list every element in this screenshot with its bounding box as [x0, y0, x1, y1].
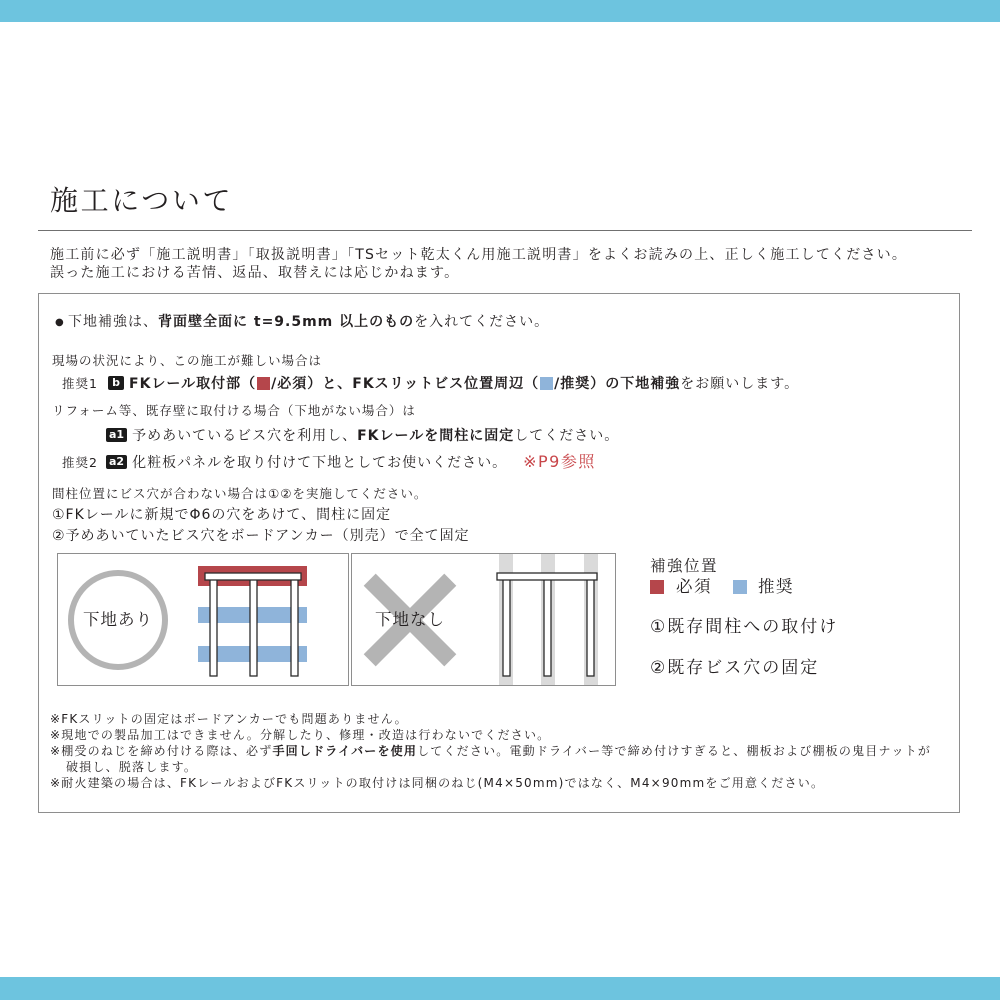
with-base-label: 下地あり [83, 610, 153, 629]
note-3 [50, 743, 931, 759]
without-base-diagram [351, 553, 616, 686]
option-a2-line [62, 453, 596, 472]
recommendation-1-line [62, 375, 799, 393]
fk-slit-center [544, 574, 551, 676]
note-3-post: してください。電動ドライバー等で締め付けすぎると、棚板および棚板の鬼目ナットが [417, 744, 932, 758]
badge-b: b [108, 376, 124, 390]
reform-case-intro: リフォーム等、既存壁に取付ける場合（下地がない場合）は [52, 403, 416, 418]
with-base-diagram [57, 553, 349, 686]
requirement-line [55, 313, 549, 332]
without-base-label: 下地なし [375, 610, 445, 629]
option-a1-post: してください。 [514, 428, 620, 444]
recommendation-1-bold-2: /必須）と、FKスリットビス位置周辺（ [271, 376, 540, 392]
requirement-emphasis: 背面壁全面に t=9.5mm 以上のもの [158, 314, 415, 330]
fk-rail [497, 573, 597, 580]
required-swatch [650, 580, 664, 594]
badge-a1: a1 [106, 428, 127, 442]
legend-recommended-label: 推奨 [758, 577, 794, 596]
stud-mismatch-step-1: ①FKレールに新規でΦ6の穴をあけて、間柱に固定 [52, 507, 392, 523]
stud-mismatch-step-2: ②予めあいていたビス穴をボードアンカー（別売）で全て固定 [52, 528, 470, 544]
page-title: 施工について [50, 184, 234, 217]
option-a1-emphasis: FKレールを間柱に固定 [357, 428, 515, 444]
recommendation-1-bold-3: /推奨）の下地補強 [554, 376, 681, 392]
badge-a2: a2 [106, 455, 127, 469]
option-a2-text: 化粧板パネルを取り付けて下地としてお使いください。 [132, 455, 508, 471]
required-swatch-inline [257, 377, 270, 390]
legend-item-2: ②既存ビス穴の固定 [650, 658, 820, 678]
fk-slit-right [587, 574, 594, 676]
recommendation-2-label: 推奨2 [62, 455, 98, 470]
option-a1-pre: 予めあいているビス穴を利用し、 [132, 428, 358, 444]
recommended-swatch [733, 580, 747, 594]
note-1: ※FKスリットの固定はボードアンカーでも問題ありません。 [50, 712, 408, 726]
note-2: ※現地での製品加工はできません。分解したり、修理・改造は行わないでください。 [50, 728, 551, 742]
requirement-post: を入れてください。 [414, 314, 550, 330]
recommendation-1-post: をお願いします。 [680, 376, 800, 392]
bullet-icon: ● [55, 317, 65, 328]
fk-slit-center [250, 574, 257, 676]
fk-slit-left [503, 574, 510, 676]
recommended-swatch-inline [540, 377, 553, 390]
option-a1-line [62, 427, 619, 445]
stud-mismatch-intro: 間柱位置にビス穴が合わない場合は①②を実施してください。 [52, 486, 428, 501]
legend-item-1: ①既存間柱への取付け [650, 617, 839, 637]
legend-row [650, 576, 794, 598]
recommendation-1-label: 推奨1 [62, 376, 98, 391]
fk-slit-right [291, 574, 298, 676]
fk-slit-left [210, 574, 217, 676]
intro-line-1: 施工前に必ず「施工説明書」「取扱説明書」「TSセット乾太くん用施工説明書」をよくお読みの上、正しく施工してください。 [50, 247, 908, 263]
recommendation-1-bold-1: FKレール取付部（ [129, 376, 257, 392]
fk-rail [205, 573, 301, 580]
difficult-case-intro: 現場の状況により、この施工が難しい場合は [52, 353, 323, 368]
note-4: ※耐火建築の場合は、FKレールおよびFKスリットの取付けは同梱のねじ(M4×50mm)ではなく、M4×90mmをご用意ください。 [50, 776, 825, 790]
legend-required-label: 必須 [676, 577, 712, 596]
installation-notes-panel [38, 293, 960, 813]
title-divider [38, 230, 972, 231]
intro-line-2: 誤った施工における苦情、返品、取替えには応じかねます。 [50, 265, 460, 281]
page-reference: ※P9参照 [523, 452, 596, 471]
bottom-accent-bar [0, 977, 1000, 1000]
note-3-emphasis: 手回しドライバーを使用 [272, 744, 418, 758]
legend-title: 補強位置 [650, 557, 719, 575]
note-3-pre: ※棚受のねじを締め付ける際は、必ず [50, 744, 273, 758]
note-3-continuation: 破損し、脱落します。 [66, 760, 198, 774]
top-accent-bar [0, 0, 1000, 22]
requirement-pre: 下地補強は、 [68, 314, 158, 330]
